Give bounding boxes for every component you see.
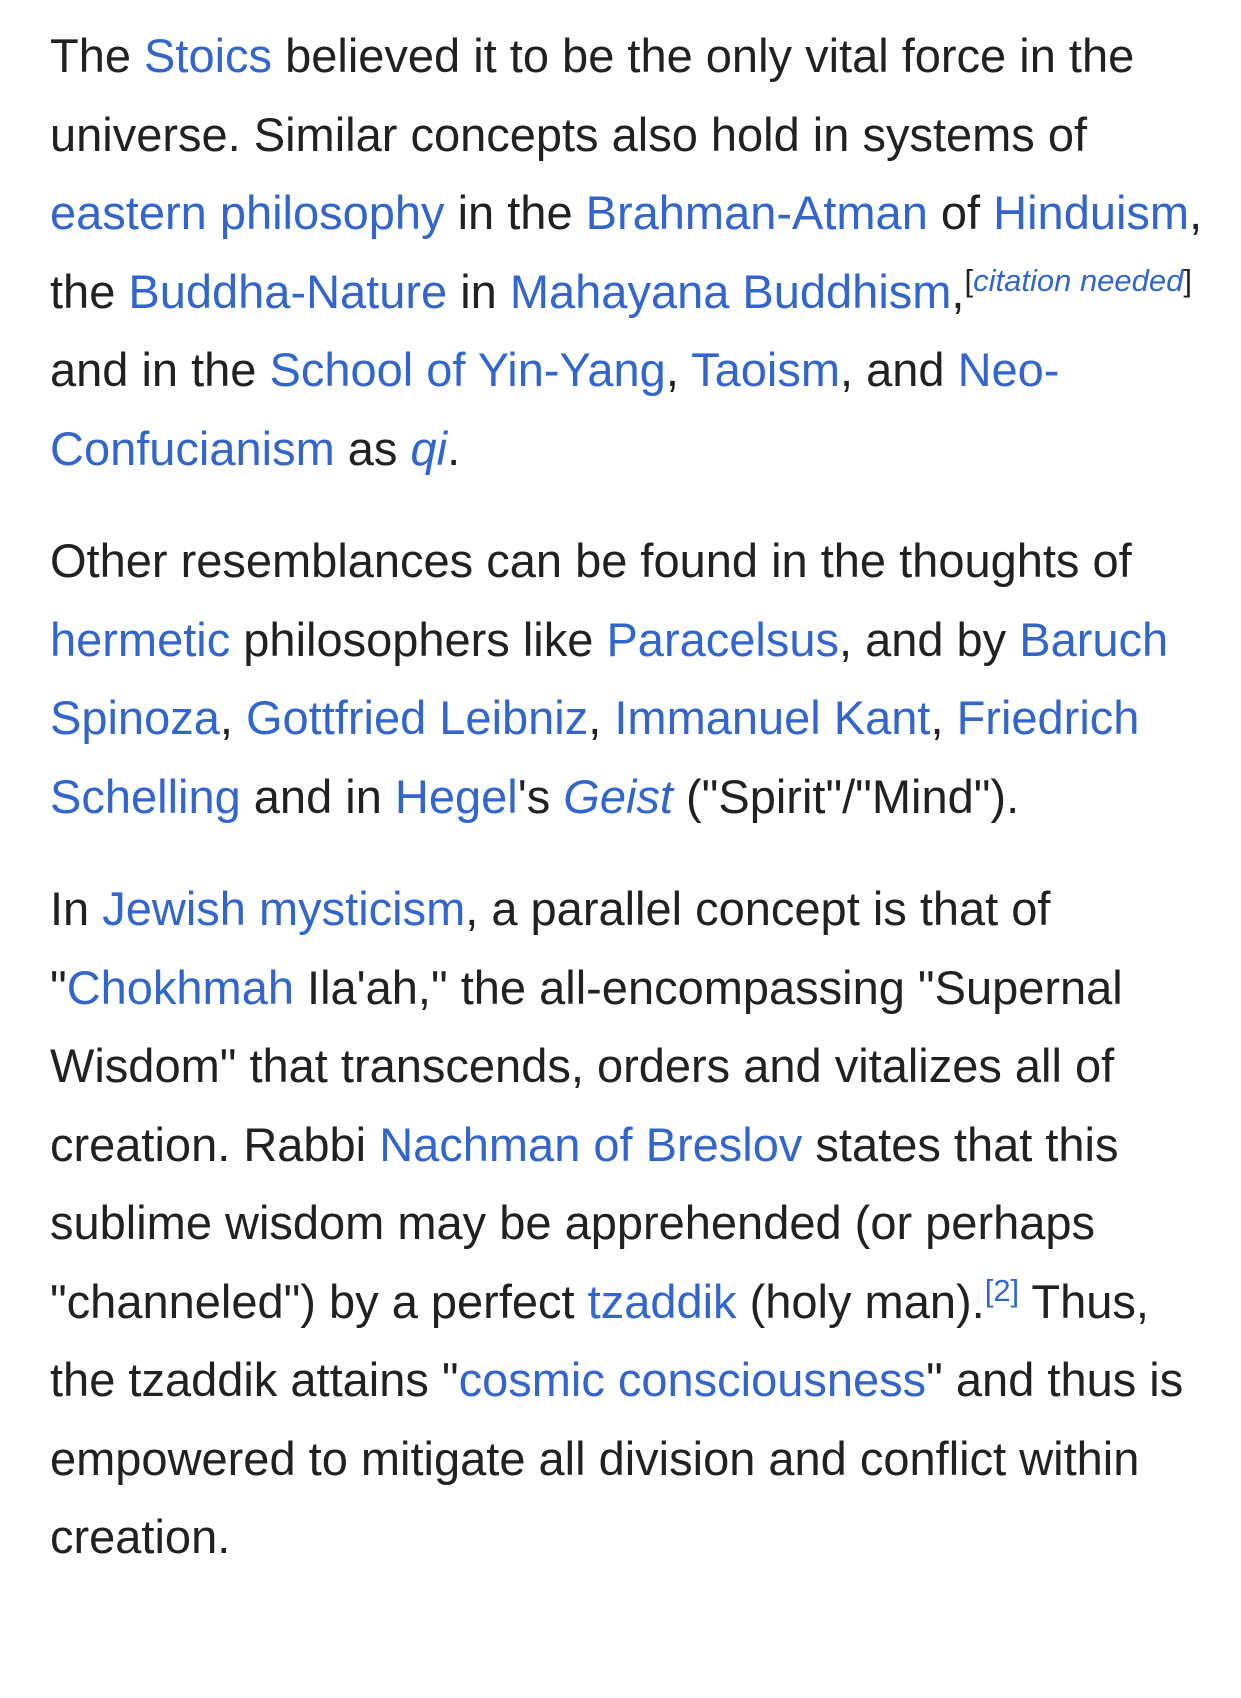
text-run: Thus, the tzaddik attains "	[50, 1274, 1149, 1406]
text-run: (holy man).	[736, 1274, 985, 1328]
text-run: in the	[444, 186, 586, 239]
link-stoics[interactable]: Stoics	[144, 29, 273, 82]
link-taoism[interactable]: Taoism	[691, 343, 840, 396]
text-run: ,	[219, 691, 246, 744]
article-body	[50, 17, 1210, 1611]
text-run: .	[447, 421, 461, 475]
text-run: In	[50, 882, 103, 935]
bracket-close: ]	[1183, 262, 1193, 298]
link-geist[interactable]: Geist	[563, 769, 673, 823]
link-eastern-philosophy[interactable]: eastern philosophy	[50, 186, 445, 239]
link-nachman-of-breslov[interactable]: Nachman of Breslov	[379, 1117, 803, 1171]
text-run: in	[447, 264, 510, 318]
link-buddha-nature[interactable]: Buddha-Nature	[128, 264, 448, 318]
text-run: The	[50, 29, 145, 82]
link-tzaddik[interactable]: tzaddik	[587, 1274, 737, 1328]
text-run: ,	[951, 264, 965, 318]
paragraph-jewish-mysticism	[50, 870, 1210, 1577]
link-chokhmah[interactable]: Chokhmah	[66, 960, 294, 1014]
link-hermetic[interactable]: hermetic	[50, 612, 231, 666]
link-jewish-mysticism[interactable]: Jewish mysticism	[102, 882, 466, 935]
text-run: Ila'ah," the all-encompassing "Supernal Wisdom" that transcends, orders and vitalizes all of creation. Rabbi	[50, 960, 1123, 1171]
text-run: ,	[930, 691, 957, 744]
reference-note	[985, 1273, 1019, 1308]
text-run: states that this sublime wisdom may be apprehended (or perhaps "channeled") by a perfect	[50, 1117, 1119, 1328]
text-run: 's	[517, 769, 564, 823]
text-run: ("Spirit"/"Mind").	[672, 769, 1020, 823]
text-run: Other resemblances can be found in the thoughts of	[50, 534, 1132, 587]
link-baruch-spinoza[interactable]: Baruch Spinoza	[50, 612, 1169, 744]
bracket-open: [	[964, 262, 974, 298]
link-immanuel-kant[interactable]: Immanuel Kant	[614, 691, 931, 744]
text-run: , and by	[838, 612, 1020, 666]
link-school-of-yin-yang[interactable]: School of Yin-Yang	[269, 343, 666, 396]
text-run: philosophers like	[230, 612, 607, 666]
link-citation-needed[interactable]: citation needed	[973, 262, 1184, 298]
paragraph-resemblances	[50, 522, 1210, 836]
link-qi[interactable]: qi	[410, 421, 448, 475]
paragraph-stoics	[50, 17, 1210, 488]
link-cosmic-consciousness[interactable]: cosmic consciousness	[458, 1353, 927, 1406]
link-neo-confucianism[interactable]: Neo-Confucianism	[50, 343, 1060, 475]
link-paracelsus[interactable]: Paracelsus	[606, 612, 839, 666]
link-brahman-atman[interactable]: Brahman-Atman	[585, 186, 928, 239]
text-run: and in the	[50, 343, 270, 396]
link-hegel[interactable]: Hegel	[394, 769, 518, 823]
text-run: as	[334, 421, 411, 475]
text-run: and in	[240, 769, 395, 823]
text-run: of	[927, 186, 994, 239]
text-run: ,	[588, 691, 615, 744]
link-reference-2[interactable]: [2]	[984, 1272, 1020, 1308]
citation-needed-note	[964, 263, 1192, 298]
text-run: " and thus is empowered to mitigate all division and conflict within creation.	[50, 1353, 1184, 1563]
text-run: , a parallel concept is that of "	[50, 882, 1051, 1014]
text-run: ,	[665, 343, 692, 396]
link-hinduism[interactable]: Hinduism	[993, 186, 1190, 239]
text-run: , and	[839, 343, 958, 396]
link-gottfried-leibniz[interactable]: Gottfried Leibniz	[245, 691, 589, 744]
text-run: , the	[50, 186, 1203, 318]
text-run: believed it to be the only vital force in the universe. Similar concepts also hold in systems of	[50, 29, 1135, 161]
link-friedrich-schelling[interactable]: Friedrich Schelling	[50, 691, 1140, 823]
link-mahayana-buddhism[interactable]: Mahayana Buddhism	[509, 264, 952, 318]
